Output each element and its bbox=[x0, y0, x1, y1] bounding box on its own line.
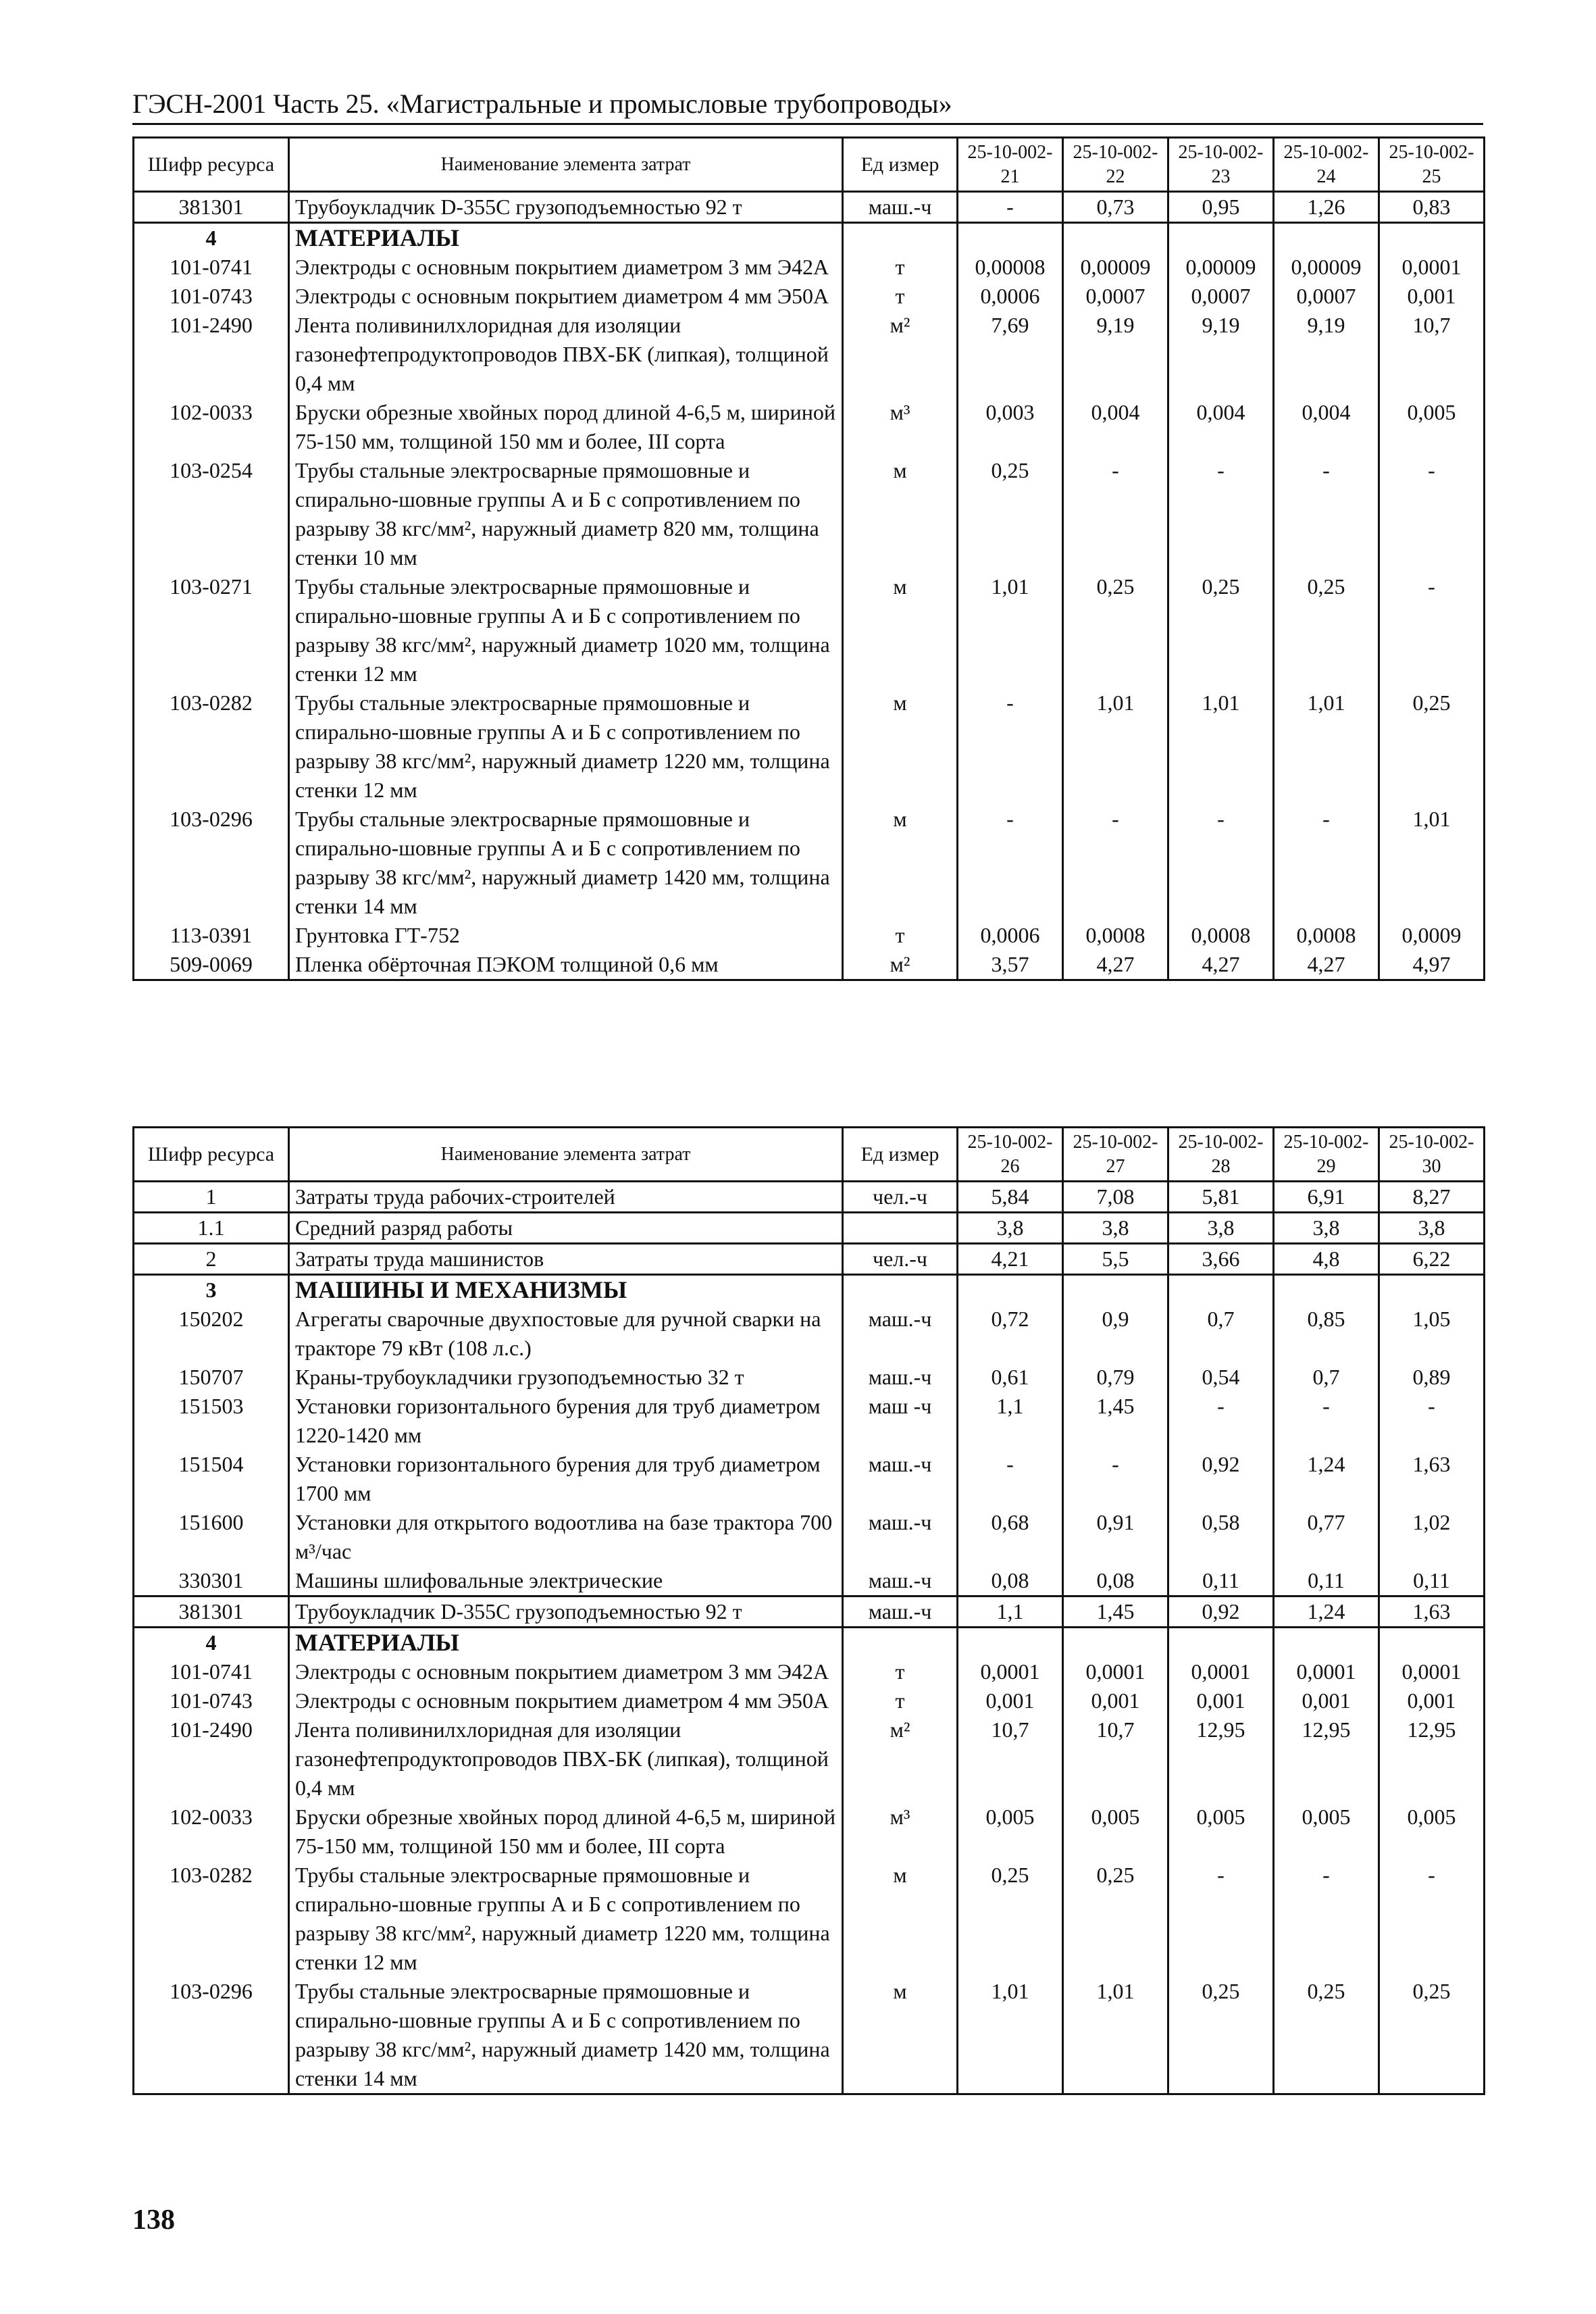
value-cell bbox=[958, 223, 1063, 253]
value-cell: 0,004 bbox=[1274, 398, 1379, 456]
value-cell: 3,8 bbox=[1379, 1213, 1485, 1244]
unit-cell: маш.-ч bbox=[843, 1450, 958, 1508]
value-cell: 4,27 bbox=[1168, 950, 1274, 980]
value-cell: 1,02 bbox=[1379, 1508, 1485, 1566]
value-cell bbox=[958, 1275, 1063, 1305]
resource-name-cell: Лента поливинилхлоридная для изоляции газонефтепродуктопроводов ПВХ-БК (липкая), толщиной 0,4 мм bbox=[289, 1715, 843, 1803]
resource-code-cell: 150202 bbox=[134, 1305, 289, 1363]
value-cell bbox=[1063, 223, 1168, 253]
value-cell: - bbox=[1063, 456, 1168, 572]
resource-code-cell: 381301 bbox=[134, 192, 289, 223]
value-cell: 0,25 bbox=[958, 1861, 1063, 1977]
value-cell bbox=[1379, 223, 1485, 253]
value-cell: 0,0008 bbox=[1063, 921, 1168, 950]
resource-table-2 bbox=[132, 1126, 1485, 2095]
resource-name-cell: МАТЕРИАЛЫ bbox=[289, 1628, 843, 1658]
value-cell: 0,11 bbox=[1168, 1566, 1274, 1596]
unit-cell bbox=[843, 223, 958, 253]
table-row bbox=[134, 1977, 1485, 2094]
unit-cell: т bbox=[843, 253, 958, 282]
table-row bbox=[134, 1392, 1485, 1450]
value-cell: 0,0001 bbox=[1379, 253, 1485, 282]
value-cell: 0,11 bbox=[1379, 1566, 1485, 1596]
value-cell: - bbox=[1168, 1392, 1274, 1450]
resource-code-cell: 101-0743 bbox=[134, 282, 289, 311]
value-cell: 0,005 bbox=[958, 1803, 1063, 1861]
unit-cell bbox=[843, 1213, 958, 1244]
resource-code-cell: 103-0282 bbox=[134, 1861, 289, 1977]
norm-header: 25-10-002-29 bbox=[1274, 1128, 1379, 1182]
resource-code-cell: 4 bbox=[134, 1628, 289, 1658]
table-row bbox=[134, 1363, 1485, 1392]
table-row bbox=[134, 1244, 1485, 1275]
value-cell: 0,25 bbox=[1168, 572, 1274, 688]
value-cell: 0,61 bbox=[958, 1363, 1063, 1392]
value-cell: - bbox=[958, 805, 1063, 921]
value-cell: 10,7 bbox=[1063, 1715, 1168, 1803]
value-cell bbox=[1168, 223, 1274, 253]
table-row bbox=[134, 1566, 1485, 1596]
value-cell: 0,001 bbox=[1379, 1686, 1485, 1715]
value-cell: 0,0007 bbox=[1063, 282, 1168, 311]
value-cell: 0,7 bbox=[1274, 1363, 1379, 1392]
unit-cell: т bbox=[843, 1686, 958, 1715]
value-cell: 1,1 bbox=[958, 1392, 1063, 1450]
table-row bbox=[134, 223, 1485, 253]
resource-code-cell: 103-0296 bbox=[134, 805, 289, 921]
table-row bbox=[134, 1596, 1485, 1628]
unit-cell: маш.-ч bbox=[843, 1508, 958, 1566]
resource-code-cell: 1.1 bbox=[134, 1213, 289, 1244]
table-row bbox=[134, 398, 1485, 456]
norm-header: 25-10-002-27 bbox=[1063, 1128, 1168, 1182]
table-row bbox=[134, 1803, 1485, 1861]
table-row bbox=[134, 1508, 1485, 1566]
value-cell: 10,7 bbox=[958, 1715, 1063, 1803]
unit-cell bbox=[843, 1275, 958, 1305]
value-cell: 12,95 bbox=[1379, 1715, 1485, 1803]
value-cell: 1,63 bbox=[1379, 1450, 1485, 1508]
value-cell: 0,0006 bbox=[958, 282, 1063, 311]
table-row bbox=[134, 1686, 1485, 1715]
value-cell: 0,001 bbox=[1168, 1686, 1274, 1715]
resource-name-cell: Трубоукладчик D-355C грузоподъемностью 92 т bbox=[289, 192, 843, 223]
value-cell: - bbox=[1379, 1392, 1485, 1450]
value-cell: 0,73 bbox=[1063, 192, 1168, 223]
resource-code-cell: 113-0391 bbox=[134, 921, 289, 950]
norm-header: 25-10-002-21 bbox=[958, 138, 1063, 192]
value-cell: 0,92 bbox=[1168, 1596, 1274, 1628]
value-cell bbox=[958, 1628, 1063, 1658]
resource-name-cell: Электроды с основным покрытием диаметром 3 мм Э42А bbox=[289, 253, 843, 282]
norm-header: 25-10-002-23 bbox=[1168, 138, 1274, 192]
column-header-name: Наименование элемента затрат bbox=[289, 1128, 843, 1182]
resource-name-cell: Бруски обрезные хвойных пород длиной 4-6,5 м, шириной 75-150 мм, толщиной 150 мм и более, III сорта bbox=[289, 398, 843, 456]
value-cell: 0,005 bbox=[1063, 1803, 1168, 1861]
value-cell: 4,97 bbox=[1379, 950, 1485, 980]
table-row bbox=[134, 572, 1485, 688]
table-row bbox=[134, 456, 1485, 572]
resource-name-cell: Трубы стальные электросварные прямошовные и спирально-шовные группы А и Б с сопротивлением по разрыву 38 кгс/мм², наружный диаметр 1420 мм, толщина стенки 14 мм bbox=[289, 1977, 843, 2094]
value-cell: 0,9 bbox=[1063, 1305, 1168, 1363]
unit-cell: маш.-ч bbox=[843, 1566, 958, 1596]
value-cell: 1,24 bbox=[1274, 1450, 1379, 1508]
value-cell: 9,19 bbox=[1063, 311, 1168, 398]
resource-code-cell: 151600 bbox=[134, 1508, 289, 1566]
value-cell: 1,26 bbox=[1274, 192, 1379, 223]
resource-name-cell: Электроды с основным покрытием диаметром 4 мм Э50А bbox=[289, 282, 843, 311]
table-2-body bbox=[134, 1182, 1485, 2094]
value-cell: - bbox=[1063, 1450, 1168, 1508]
unit-cell: м² bbox=[843, 1715, 958, 1803]
value-cell: 1,01 bbox=[1379, 805, 1485, 921]
column-header-code: Шифр ресурса bbox=[134, 1128, 289, 1182]
value-cell: 0,58 bbox=[1168, 1508, 1274, 1566]
value-cell: 0,08 bbox=[1063, 1566, 1168, 1596]
value-cell bbox=[1379, 1628, 1485, 1658]
resource-code-cell: 151504 bbox=[134, 1450, 289, 1508]
value-cell: 6,91 bbox=[1274, 1182, 1379, 1213]
value-cell: 0,91 bbox=[1063, 1508, 1168, 1566]
table-row bbox=[134, 1450, 1485, 1508]
value-cell: 1,05 bbox=[1379, 1305, 1485, 1363]
value-cell: 7,08 bbox=[1063, 1182, 1168, 1213]
unit-cell: маш.-ч bbox=[843, 192, 958, 223]
value-cell: 0,00009 bbox=[1063, 253, 1168, 282]
value-cell: 0,83 bbox=[1379, 192, 1485, 223]
value-cell: - bbox=[1063, 805, 1168, 921]
resource-name-cell: МАТЕРИАЛЫ bbox=[289, 223, 843, 253]
resource-name-cell: Трубы стальные электросварные прямошовные и спирально-шовные группы А и Б с сопротивлением по разрыву 38 кгс/мм², наружный диаметр 1420 мм, толщина стенки 14 мм bbox=[289, 805, 843, 921]
value-cell: - bbox=[1168, 1861, 1274, 1977]
value-cell: 0,68 bbox=[958, 1508, 1063, 1566]
resource-name-cell: Затраты труда машинистов bbox=[289, 1244, 843, 1275]
column-header-code: Шифр ресурса bbox=[134, 138, 289, 192]
unit-cell bbox=[843, 1628, 958, 1658]
value-cell: 5,81 bbox=[1168, 1182, 1274, 1213]
value-cell bbox=[1168, 1628, 1274, 1658]
norm-header: 25-10-002-22 bbox=[1063, 138, 1168, 192]
value-cell: - bbox=[1274, 456, 1379, 572]
value-cell: 0,25 bbox=[1379, 688, 1485, 805]
value-cell: 0,89 bbox=[1379, 1363, 1485, 1392]
value-cell: 1,01 bbox=[1063, 1977, 1168, 2094]
value-cell: 3,66 bbox=[1168, 1244, 1274, 1275]
value-cell: - bbox=[1274, 805, 1379, 921]
resource-code-cell: 151503 bbox=[134, 1392, 289, 1450]
column-header-unit: Ед измер bbox=[843, 1128, 958, 1182]
value-cell: - bbox=[958, 192, 1063, 223]
table-1-body bbox=[134, 192, 1485, 980]
resource-code-cell: 103-0271 bbox=[134, 572, 289, 688]
norm-header: 25-10-002-24 bbox=[1274, 138, 1379, 192]
column-header-name: Наименование элемента затрат bbox=[289, 138, 843, 192]
resource-code-cell: 101-0741 bbox=[134, 253, 289, 282]
value-cell: 0,77 bbox=[1274, 1508, 1379, 1566]
value-cell: - bbox=[1379, 572, 1485, 688]
resource-code-cell: 103-0254 bbox=[134, 456, 289, 572]
value-cell: 0,001 bbox=[1063, 1686, 1168, 1715]
value-cell bbox=[1274, 223, 1379, 253]
value-cell: 10,7 bbox=[1379, 311, 1485, 398]
unit-cell: маш.-ч bbox=[843, 1596, 958, 1628]
norm-header: 25-10-002-25 bbox=[1379, 138, 1485, 192]
resource-name-cell: Пленка обёрточная ПЭКОМ толщиной 0,6 мм bbox=[289, 950, 843, 980]
resource-code-cell: 101-2490 bbox=[134, 311, 289, 398]
value-cell: 0,25 bbox=[1379, 1977, 1485, 2094]
resource-name-cell: Трубы стальные электросварные прямошовные и спирально-шовные группы А и Б с сопротивлением по разрыву 38 кгс/мм², наружный диаметр 1020 мм, толщина стенки 12 мм bbox=[289, 572, 843, 688]
value-cell: 3,57 bbox=[958, 950, 1063, 980]
unit-cell: м bbox=[843, 688, 958, 805]
value-cell: 0,003 bbox=[958, 398, 1063, 456]
value-cell: 0,11 bbox=[1274, 1566, 1379, 1596]
value-cell: 7,69 bbox=[958, 311, 1063, 398]
resource-code-cell: 101-2490 bbox=[134, 1715, 289, 1803]
resource-name-cell: Трубы стальные электросварные прямошовные и спирально-шовные группы А и Б с сопротивлением по разрыву 38 кгс/мм², наружный диаметр 1220 мм, толщина стенки 12 мм bbox=[289, 1861, 843, 1977]
value-cell: 0,00009 bbox=[1168, 253, 1274, 282]
value-cell bbox=[1063, 1628, 1168, 1658]
resource-code-cell: 2 bbox=[134, 1244, 289, 1275]
value-cell: 0,92 bbox=[1168, 1450, 1274, 1508]
value-cell: 6,22 bbox=[1379, 1244, 1485, 1275]
unit-cell: маш.-ч bbox=[843, 1363, 958, 1392]
resource-name-cell: МАШИНЫ И МЕХАНИЗМЫ bbox=[289, 1275, 843, 1305]
unit-cell: м bbox=[843, 572, 958, 688]
unit-cell: маш -ч bbox=[843, 1392, 958, 1450]
value-cell: 1,01 bbox=[1063, 688, 1168, 805]
value-cell: 1,45 bbox=[1063, 1392, 1168, 1450]
resource-name-cell: Затраты труда рабочих-строителей bbox=[289, 1182, 843, 1213]
table-row bbox=[134, 921, 1485, 950]
value-cell bbox=[1168, 1275, 1274, 1305]
value-cell: 0,0008 bbox=[1274, 921, 1379, 950]
table-row bbox=[134, 192, 1485, 223]
table-row bbox=[134, 1305, 1485, 1363]
resource-name-cell: Электроды с основным покрытием диаметром 4 мм Э50А bbox=[289, 1686, 843, 1715]
resource-code-cell: 101-0743 bbox=[134, 1686, 289, 1715]
value-cell: 0,95 bbox=[1168, 192, 1274, 223]
value-cell: - bbox=[1379, 1861, 1485, 1977]
resource-code-cell: 101-0741 bbox=[134, 1657, 289, 1686]
resource-code-cell: 103-0296 bbox=[134, 1977, 289, 2094]
resource-code-cell: 1 bbox=[134, 1182, 289, 1213]
value-cell: 8,27 bbox=[1379, 1182, 1485, 1213]
unit-cell: м bbox=[843, 805, 958, 921]
unit-cell: чел.-ч bbox=[843, 1182, 958, 1213]
unit-cell: м bbox=[843, 456, 958, 572]
value-cell: 0,00009 bbox=[1274, 253, 1379, 282]
value-cell: 12,95 bbox=[1168, 1715, 1274, 1803]
resource-name-cell: Трубы стальные электросварные прямошовные и спирально-шовные группы А и Б с сопротивлением по разрыву 38 кгс/мм², наружный диаметр 1220 мм, толщина стенки 12 мм bbox=[289, 688, 843, 805]
value-cell: 9,19 bbox=[1274, 311, 1379, 398]
value-cell: 0,25 bbox=[1274, 1977, 1379, 2094]
value-cell: 3,8 bbox=[1168, 1213, 1274, 1244]
value-cell: 0,85 bbox=[1274, 1305, 1379, 1363]
table-row bbox=[134, 311, 1485, 398]
value-cell bbox=[1274, 1628, 1379, 1658]
page-header: ГЭСН-2001 Часть 25. «Магистральные и промысловые трубопроводы» bbox=[132, 85, 1483, 125]
value-cell: 1,45 bbox=[1063, 1596, 1168, 1628]
value-cell: - bbox=[1274, 1392, 1379, 1450]
value-cell bbox=[1379, 1275, 1485, 1305]
value-cell: 0,005 bbox=[1379, 1803, 1485, 1861]
value-cell: 0,001 bbox=[1379, 282, 1485, 311]
value-cell bbox=[1274, 1275, 1379, 1305]
unit-cell: м³ bbox=[843, 398, 958, 456]
value-cell: 0,72 bbox=[958, 1305, 1063, 1363]
value-cell: 1,24 bbox=[1274, 1596, 1379, 1628]
unit-cell: чел.-ч bbox=[843, 1244, 958, 1275]
resource-code-cell: 102-0033 bbox=[134, 398, 289, 456]
value-cell: 9,19 bbox=[1168, 311, 1274, 398]
resource-code-cell: 102-0033 bbox=[134, 1803, 289, 1861]
resource-table-1 bbox=[132, 136, 1485, 981]
value-cell: 12,95 bbox=[1274, 1715, 1379, 1803]
value-cell: 4,21 bbox=[958, 1244, 1063, 1275]
value-cell: 5,5 bbox=[1063, 1244, 1168, 1275]
resource-code-cell: 330301 bbox=[134, 1566, 289, 1596]
table-row bbox=[134, 1861, 1485, 1977]
value-cell: 0,54 bbox=[1168, 1363, 1274, 1392]
value-cell: 0,0007 bbox=[1168, 282, 1274, 311]
resource-name-cell: Трубоукладчик D-355C грузоподъемностью 92 т bbox=[289, 1596, 843, 1628]
resource-code-cell: 509-0069 bbox=[134, 950, 289, 980]
norm-header: 25-10-002-28 bbox=[1168, 1128, 1274, 1182]
column-header-unit: Ед измер bbox=[843, 138, 958, 192]
value-cell: 1,1 bbox=[958, 1596, 1063, 1628]
table-row bbox=[134, 950, 1485, 980]
value-cell: 1,63 bbox=[1379, 1596, 1485, 1628]
unit-cell: маш.-ч bbox=[843, 1305, 958, 1363]
resource-name-cell: Трубы стальные электросварные прямошовные и спирально-шовные группы А и Б с сопротивлением по разрыву 38 кгс/мм², наружный диаметр 820 мм, толщина стенки 10 мм bbox=[289, 456, 843, 572]
resource-name-cell: Лента поливинилхлоридная для изоляции газонефтепродуктопроводов ПВХ-БК (липкая), толщиной 0,4 мм bbox=[289, 311, 843, 398]
value-cell: - bbox=[958, 688, 1063, 805]
value-cell: - bbox=[1379, 456, 1485, 572]
value-cell: - bbox=[958, 1450, 1063, 1508]
value-cell: 0,0001 bbox=[1063, 1657, 1168, 1686]
resource-name-cell: Установки горизонтального бурения для труб диаметром 1220-1420 мм bbox=[289, 1392, 843, 1450]
table-row bbox=[134, 1275, 1485, 1305]
value-cell: 0,005 bbox=[1274, 1803, 1379, 1861]
resource-code-cell: 103-0282 bbox=[134, 688, 289, 805]
value-cell: 0,004 bbox=[1063, 398, 1168, 456]
value-cell: 0,25 bbox=[1063, 572, 1168, 688]
value-cell bbox=[1063, 1275, 1168, 1305]
unit-cell: м² bbox=[843, 950, 958, 980]
resource-name-cell: Бруски обрезные хвойных пород длиной 4-6,5 м, шириной 75-150 мм, толщиной 150 мм и более, III сорта bbox=[289, 1803, 843, 1861]
value-cell: 1,01 bbox=[1168, 688, 1274, 805]
resource-code-cell: 381301 bbox=[134, 1596, 289, 1628]
table-row bbox=[134, 1628, 1485, 1658]
resource-name-cell: Агрегаты сварочные двухпостовые для ручной сварки на тракторе 79 кВт (108 л.с.) bbox=[289, 1305, 843, 1363]
unit-cell: м bbox=[843, 1861, 958, 1977]
value-cell: 0,0001 bbox=[1379, 1657, 1485, 1686]
value-cell: 0,0001 bbox=[958, 1657, 1063, 1686]
table-row bbox=[134, 253, 1485, 282]
value-cell: - bbox=[1168, 456, 1274, 572]
resource-code-cell: 150707 bbox=[134, 1363, 289, 1392]
value-cell: 0,25 bbox=[1063, 1861, 1168, 1977]
value-cell: 0,001 bbox=[1274, 1686, 1379, 1715]
table-row bbox=[134, 1715, 1485, 1803]
value-cell: - bbox=[1274, 1861, 1379, 1977]
value-cell: 0,25 bbox=[958, 456, 1063, 572]
value-cell: 0,0009 bbox=[1379, 921, 1485, 950]
table-row bbox=[134, 1213, 1485, 1244]
resource-code-cell: 4 bbox=[134, 223, 289, 253]
resource-name-cell: Краны-трубоукладчики грузоподъемностью 32 т bbox=[289, 1363, 843, 1392]
value-cell: 0,005 bbox=[1379, 398, 1485, 456]
resource-name-cell: Средний разряд работы bbox=[289, 1213, 843, 1244]
value-cell: 0,25 bbox=[1168, 1977, 1274, 2094]
value-cell: 0,0001 bbox=[1168, 1657, 1274, 1686]
value-cell: 4,27 bbox=[1063, 950, 1168, 980]
resource-name-cell: Установки горизонтального бурения для труб диаметром 1700 мм bbox=[289, 1450, 843, 1508]
unit-cell: т bbox=[843, 282, 958, 311]
resource-name-cell: Электроды с основным покрытием диаметром 3 мм Э42А bbox=[289, 1657, 843, 1686]
resource-name-cell: Машины шлифовальные электрические bbox=[289, 1566, 843, 1596]
value-cell: 0,00008 bbox=[958, 253, 1063, 282]
unit-cell: м bbox=[843, 1977, 958, 2094]
value-cell: - bbox=[1168, 805, 1274, 921]
value-cell: 1,01 bbox=[1274, 688, 1379, 805]
value-cell: 3,8 bbox=[958, 1213, 1063, 1244]
page-number: 138 bbox=[132, 2205, 175, 2236]
unit-cell: м³ bbox=[843, 1803, 958, 1861]
value-cell: 3,8 bbox=[1274, 1213, 1379, 1244]
value-cell: 0,004 bbox=[1168, 398, 1274, 456]
value-cell: 0,0001 bbox=[1274, 1657, 1379, 1686]
resource-name-cell: Установки для открытого водоотлива на базе трактора 700 м³/час bbox=[289, 1508, 843, 1566]
resource-name-cell: Грунтовка ГТ-752 bbox=[289, 921, 843, 950]
value-cell: 4,27 bbox=[1274, 950, 1379, 980]
value-cell: 0,7 bbox=[1168, 1305, 1274, 1363]
table-row bbox=[134, 1657, 1485, 1686]
value-cell: 0,08 bbox=[958, 1566, 1063, 1596]
value-cell: 0,79 bbox=[1063, 1363, 1168, 1392]
value-cell: 0,0008 bbox=[1168, 921, 1274, 950]
value-cell: 4,8 bbox=[1274, 1244, 1379, 1275]
resource-code-cell: 3 bbox=[134, 1275, 289, 1305]
value-cell: 0,001 bbox=[958, 1686, 1063, 1715]
value-cell: 0,0007 bbox=[1274, 282, 1379, 311]
table-row bbox=[134, 805, 1485, 921]
norm-header: 25-10-002-30 bbox=[1379, 1128, 1485, 1182]
unit-cell: м² bbox=[843, 311, 958, 398]
value-cell: 1,01 bbox=[958, 1977, 1063, 2094]
table-row bbox=[134, 1182, 1485, 1213]
unit-cell: т bbox=[843, 921, 958, 950]
value-cell: 0,25 bbox=[1274, 572, 1379, 688]
value-cell: 1,01 bbox=[958, 572, 1063, 688]
norm-header: 25-10-002-26 bbox=[958, 1128, 1063, 1182]
value-cell: 3,8 bbox=[1063, 1213, 1168, 1244]
value-cell: 0,005 bbox=[1168, 1803, 1274, 1861]
value-cell: 0,0006 bbox=[958, 921, 1063, 950]
value-cell: 5,84 bbox=[958, 1182, 1063, 1213]
unit-cell: т bbox=[843, 1657, 958, 1686]
table-row bbox=[134, 688, 1485, 805]
table-row bbox=[134, 282, 1485, 311]
